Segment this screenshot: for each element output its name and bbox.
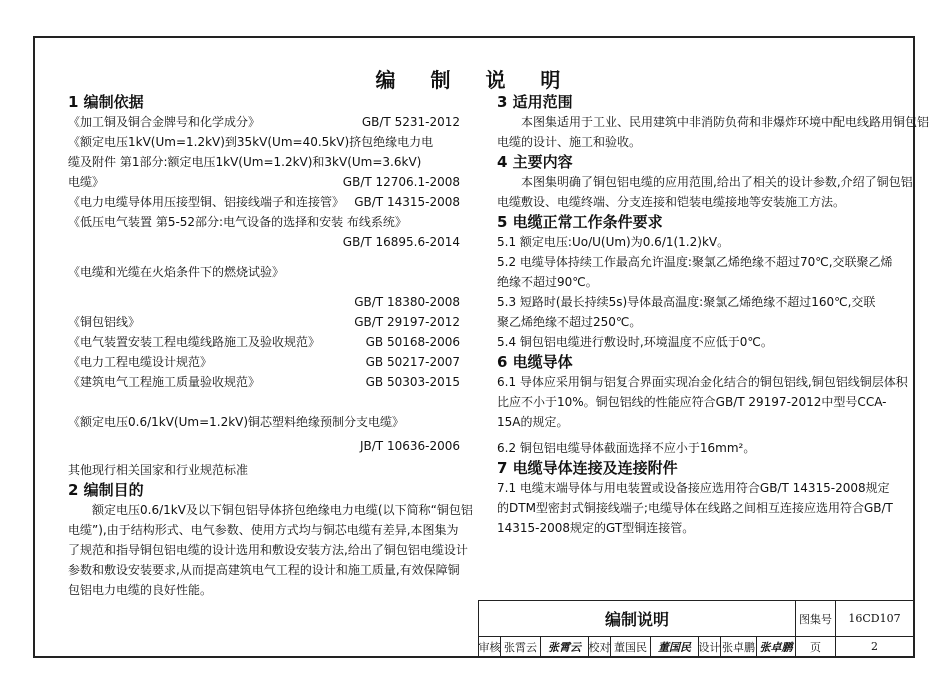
section-2-heading: 2 编制目的 (68, 481, 144, 499)
ref-item: 《电力电缆导体用压接型铜、铝接线端子和连接管》 GB/T 14315-2008 (68, 195, 460, 209)
clause-6-2: 6.2 铜包铝电缆导体截面选择不应小于16mm²。 (497, 441, 756, 455)
section-4-heading: 4 主要内容 (497, 153, 573, 171)
paragraph-line: 本图集明确了铜包铝电缆的应用范围,给出了相关的设计参数,介绍了铜包铝 (521, 175, 913, 189)
clause-5-2: 5.2 电缆导体持续工作最高允许温度:聚氯乙烯绝缘不超过70℃,交联聚乙烯 (497, 255, 893, 269)
ref-code: GB/T 18380-2008 (354, 295, 460, 309)
reviewer-signature: 张霄云 (541, 637, 589, 657)
paragraph-line: 了规范和指导铜包铝电缆的设计选用和敷设安装方法,给出了铜包铝电缆设计 (68, 543, 468, 557)
clause-5-1: 5.1 额定电压:Uo/U(Um)为0.6/1(1.2)kV。 (497, 235, 730, 249)
ref-item: 《电气装置安装工程电缆线路施工及验收规范》 GB 50168-2006 (68, 335, 460, 349)
paragraph-line: 额定电压0.6/1kV及以下铜包铝导体挤包绝缘电力电缆(以下简称“铜包铝 (92, 503, 473, 517)
clause-6-1: 6.1 导体应采用铜与铝复合界面实现冶金化结合的铜包铝线,铜包铝线铜层体积 (497, 375, 908, 389)
ref-item: 《铜包铝线》 GB/T 29197-2012 (68, 315, 460, 329)
page-title: 编 制 说 明 (375, 68, 575, 92)
left-column (68, 92, 473, 600)
paragraph-line: 包铝电力电缆的良好性能。 (68, 583, 213, 597)
clause-7-1-cont: 14315-2008规定的GT型铜连接管。 (497, 521, 695, 535)
clause-5-3: 5.3 短路时(最长持续5s)导体最高温度:聚氯乙烯绝缘不超过160℃,交联 (497, 295, 876, 309)
design-label: 设计 (699, 637, 721, 657)
atlas-label: 图集号 (796, 601, 836, 637)
title-block (478, 600, 915, 658)
ref-item: 《电力工程电缆设计规范》 GB 50217-2007 (68, 355, 460, 369)
atlas-number: 16CD107 (836, 601, 914, 637)
section-1-heading: 1 编制依据 (68, 93, 144, 111)
clause-6-1-cont: 比应不小于10%。铜包铝线的性能应符合GB/T 29197-2012中型号CCA- (497, 395, 887, 409)
section-5-heading: 5 电缆正常工作条件要求 (497, 213, 663, 231)
ref-item: 《加工铜及铜合金牌号和化学成分》 GB/T 5231-2012 (68, 115, 460, 129)
ref-item: 《建筑电气工程施工质量验收规范》 GB 50303-2015 (68, 375, 460, 389)
paragraph-line: 参数和敷设安装要求,从而提高建筑电气工程的设计和施工质量,有效保障铜 (68, 563, 460, 577)
designer-name: 张卓鹏 (721, 637, 757, 657)
other-standards: 其他现行相关国家和行业规范标准 (68, 463, 249, 477)
ref-item: 《额定电压1kV(Um=1.2kV)到35kV(Um=40.5kV)挤包绝缘电力电 (68, 135, 434, 149)
section-7-heading: 7 电缆导体连接及连接附件 (497, 459, 678, 477)
clause-5-4: 5.4 铜包铝电缆进行敷设时,环境温度不应低于0℃。 (497, 335, 773, 349)
clause-7-1: 7.1 电缆末端导体与用电装置或设备接应选用符合GB/T 14315-2008规定 (497, 481, 890, 495)
drawing-name: 编制说明 (479, 601, 796, 637)
right-column (497, 92, 930, 538)
ref-item: 《电缆和光缆在火焰条件下的燃烧试验》 (68, 265, 285, 279)
clause-5-2-cont: 绝缘不超过90℃。 (497, 275, 598, 289)
designer-signature: 张卓鹏 (757, 637, 796, 657)
reviewer-name: 张霄云 (501, 637, 541, 657)
ref-code: GB/T 16895.6-2014 (342, 235, 460, 249)
section-3-heading: 3 适用范围 (497, 93, 573, 111)
page-number: 2 (836, 637, 914, 657)
paragraph-line: 本图集适用于工业、民用建筑中非消防负荷和非爆炸环境中配电线路用铜包铝 (521, 115, 930, 129)
ref-code: JB/T 10636-2006 (359, 439, 460, 453)
paragraph-line: 电缆的设计、施工和验收。 (497, 135, 642, 149)
page-label: 页 (796, 637, 836, 657)
ref-item-cont: 缆及附件 第1部分:额定电压1kV(Um=1.2kV)和3kV(Um=3.6kV) (68, 155, 422, 169)
clause-6-1-cont: 15A的规定。 (497, 415, 569, 429)
paragraph-line: 电缆敷设、电缆终端、分支连接和铠装电缆接地等安装施工方法。 (497, 195, 846, 209)
ref-item: 《低压电气装置 第5-52部分:电气设备的选择和安装 布线系统》 (68, 215, 407, 229)
ref-item: 《额定电压0.6/1kV(Um=1.2kV)铜芯塑料绝缘预制分支电缆》 (68, 415, 405, 429)
checker-signature: 董国民 (651, 637, 699, 657)
clause-5-3-cont: 聚乙烯绝缘不超过250℃。 (497, 315, 642, 329)
review-label: 审核 (479, 637, 501, 657)
clause-7-1-cont: 的DTM型密封式铜接线端子;电缆导体在线路之间相互连接应选用符合GB/T (497, 501, 893, 515)
checker-name: 董国民 (611, 637, 651, 657)
paragraph-line: 电缆”),由于结构形式、电气参数、使用方式均与铜芯电缆有差异,本图集为 (68, 523, 459, 537)
ref-item-cont: 电缆》 GB/T 12706.1-2008 (68, 175, 460, 189)
check-label: 校对 (589, 637, 611, 657)
section-6-heading: 6 电缆导体 (497, 353, 573, 371)
